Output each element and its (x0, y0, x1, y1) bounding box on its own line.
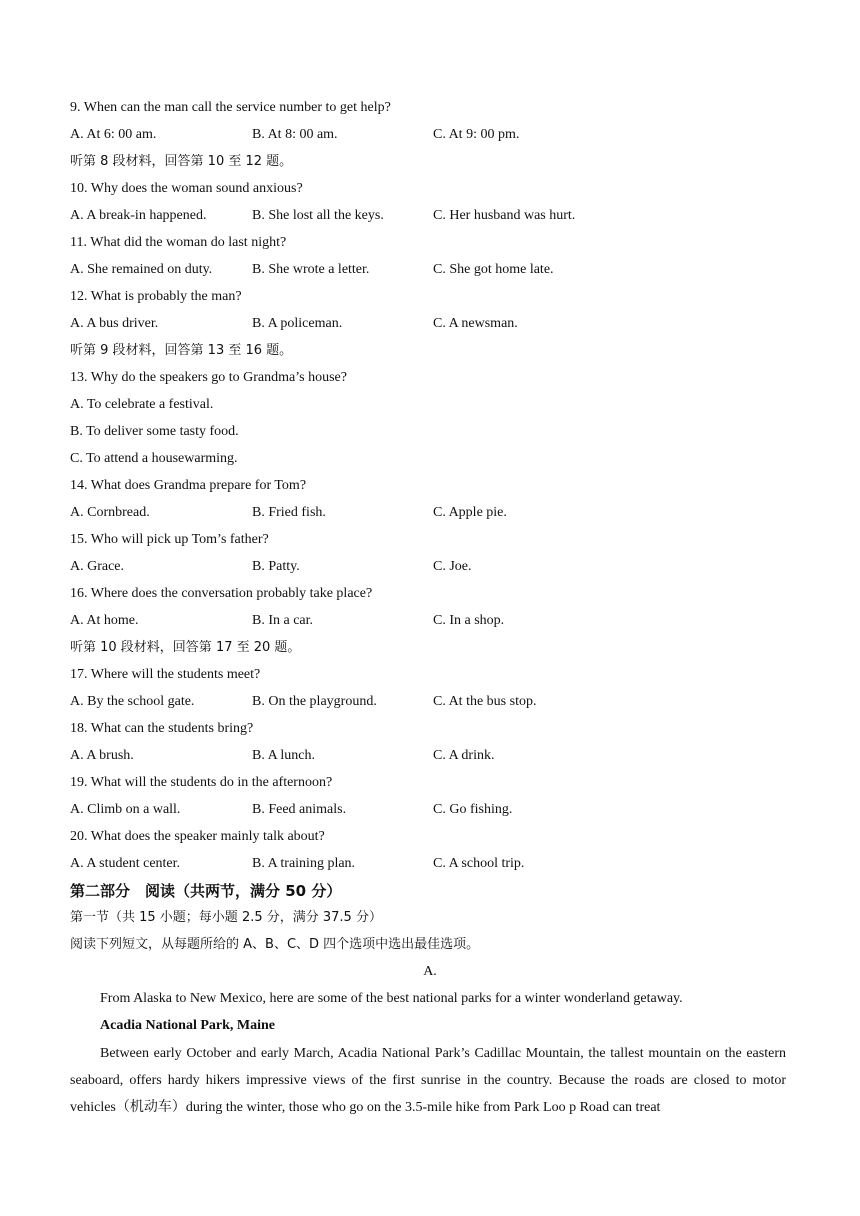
question-16: 16. Where does the conversation probably take place? (70, 586, 373, 601)
option-a: A. At home. (70, 613, 139, 628)
option-a: A. By the school gate. (70, 694, 195, 709)
option-a: A. To celebrate a festival. (70, 397, 214, 412)
question-20: 20. What does the speaker mainly talk about? (70, 829, 325, 844)
option-b: B. Feed animals. (252, 802, 347, 817)
passage-paragraph: Between early October and early March, Acadia National Park’s Cadillac Mountain, the tallest mountain on the eastern seaboard, offers hardy hikers impressive views of the first sunrise in the country. Because the roads are closed to motor vehicles（机动车）during the winter, those who go on the 3.5-mile hike from Park Loo p Road can treat (70, 1046, 786, 1115)
option-b: B. A lunch. (252, 748, 316, 763)
option-a: A. A brush. (70, 748, 134, 763)
option-a: A. At 6: 00 am. (70, 127, 157, 142)
question-12: 12. What is probably the man? (70, 289, 242, 304)
part-two-title: 第二部分 阅读（共两节，满分 50 分） (70, 882, 342, 900)
section-one-info: 第一节（共 15 小题；每小题 2.5 分，满分 37.5 分） (70, 910, 382, 925)
segment-10-instruction: 听第 10 段材料，回答第 17 至 20 题。 (70, 640, 301, 655)
option-b: B. Fried fish. (252, 505, 326, 520)
question-11: 11. What did the woman do last night? (70, 235, 287, 250)
option-c: C. A drink. (433, 748, 495, 763)
option-b: B. In a car. (252, 613, 314, 628)
option-c: C. She got home late. (433, 262, 554, 277)
question-19: 19. What will the students do in the afternoon? (70, 775, 333, 790)
question-15: 15. Who will pick up Tom’s father? (70, 532, 269, 547)
option-a: A. Grace. (70, 559, 125, 574)
option-b: B. On the playground. (252, 694, 377, 709)
option-b: B. She wrote a letter. (252, 262, 370, 277)
passage-label: A. (423, 964, 437, 979)
option-c: C. Apple pie. (433, 505, 507, 520)
option-c: C. A newsman. (433, 316, 518, 331)
question-10: 10. Why does the woman sound anxious? (70, 181, 303, 196)
option-a: A. Cornbread. (70, 505, 150, 520)
option-b: B. At 8: 00 am. (252, 127, 338, 142)
question-13: 13. Why do the speakers go to Grandma’s house? (70, 370, 347, 385)
option-a: A. A break-in happened. (70, 208, 207, 223)
option-c: C. To attend a housewarming. (70, 451, 238, 466)
question-9: 9. When can the man call the service number to get help? (70, 100, 391, 115)
park-heading: Acadia National Park, Maine (100, 1018, 275, 1033)
option-c: C. In a shop. (433, 613, 505, 628)
option-a: A. A student center. (70, 856, 181, 871)
question-17: 17. Where will the students meet? (70, 667, 261, 682)
option-c: C. Joe. (433, 559, 472, 574)
option-c: C. At 9: 00 pm. (433, 127, 520, 142)
option-c: C. Her husband was hurt. (433, 208, 576, 223)
option-b: B. Patty. (252, 559, 300, 574)
option-b: B. To deliver some tasty food. (70, 424, 239, 439)
option-c: C. A school trip. (433, 856, 525, 871)
passage-intro: From Alaska to New Mexico, here are some of the best national parks for a winter wonderland getaway. (100, 991, 683, 1006)
segment-9-instruction: 听第 9 段材料，回答第 13 至 16 题。 (70, 343, 293, 358)
question-18: 18. What can the students bring? (70, 721, 254, 736)
option-b: B. She lost all the keys. (252, 208, 384, 223)
question-14: 14. What does Grandma prepare for Tom? (70, 478, 307, 493)
option-a: A. A bus driver. (70, 316, 159, 331)
option-b: B. A training plan. (252, 856, 356, 871)
option-a: A. She remained on duty. (70, 262, 213, 277)
option-b: B. A policeman. (252, 316, 343, 331)
option-c: C. Go fishing. (433, 802, 513, 817)
reading-directions: 阅读下列短文，从每题所给的 A、B、C、D 四个选项中选出最佳选项。 (70, 937, 480, 952)
option-c: C. At the bus stop. (433, 694, 537, 709)
segment-8-instruction: 听第 8 段材料，回答第 10 至 12 题。 (70, 154, 293, 169)
option-a: A. Climb on a wall. (70, 802, 181, 817)
